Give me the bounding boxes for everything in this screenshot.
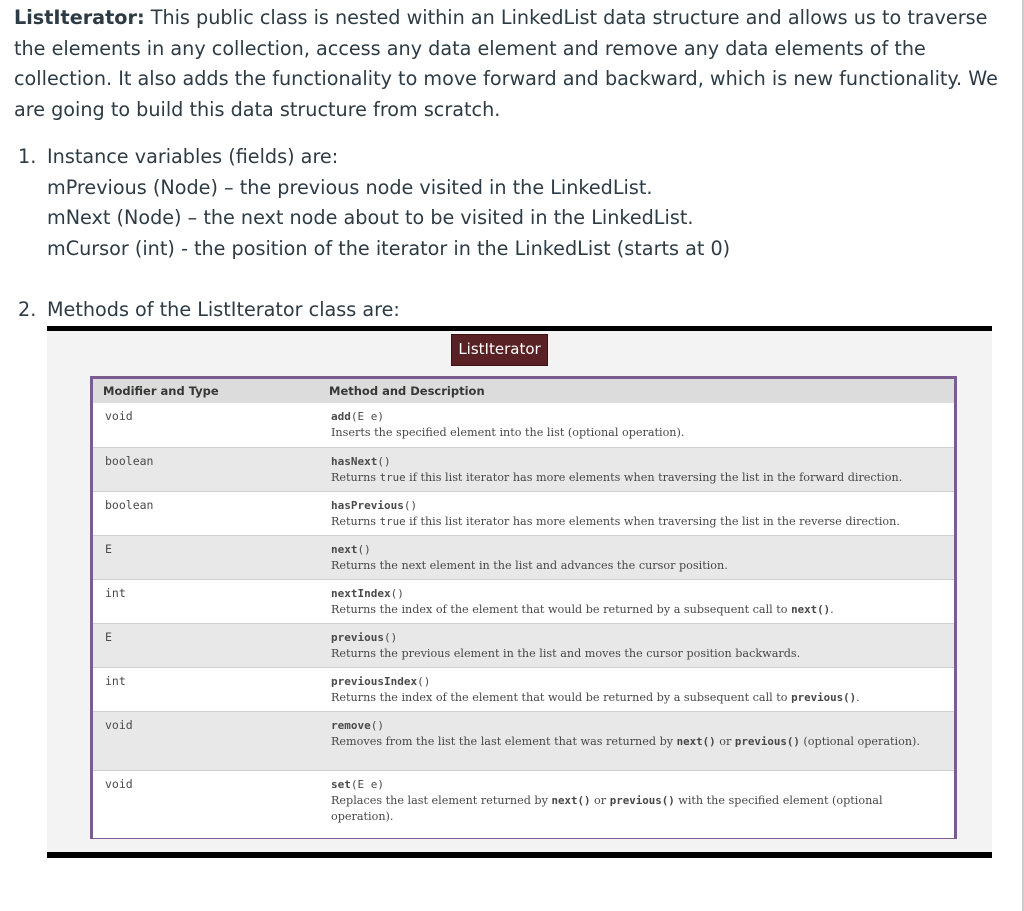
- method-name: set: [331, 777, 351, 791]
- description-text: .: [856, 690, 860, 704]
- method-name: remove: [331, 718, 371, 732]
- method-description-cell: [315, 667, 954, 711]
- table-row: [93, 403, 954, 447]
- description-text: (optional operation).: [799, 734, 920, 748]
- method-description: [331, 558, 934, 574]
- modifier-type-cell: E: [93, 535, 315, 579]
- figure-top-rule: [47, 326, 992, 331]
- list-heading: Instance variables (fields) are:: [47, 145, 339, 168]
- column-header-modifier: Modifier and Type: [93, 379, 315, 403]
- column-header-method: Method and Description: [315, 379, 954, 403]
- description-text: with the specified element (optional operation).: [331, 793, 883, 823]
- method-params: (): [370, 718, 384, 732]
- description-text: or: [715, 734, 735, 748]
- modifier-type-cell: boolean: [93, 491, 315, 535]
- method-name: hasNext: [331, 454, 378, 468]
- list-number: 1.: [18, 145, 37, 168]
- description-text: Returns the index of the element that would be returned by a subsequent call to: [331, 690, 792, 704]
- method-params: (): [377, 454, 391, 468]
- method-link: previous(): [791, 690, 857, 704]
- table-row: [93, 447, 954, 491]
- list-heading: Methods of the ListIterator class are:: [47, 298, 400, 321]
- method-params: (): [383, 630, 398, 644]
- class-name-label: ListIterator: [451, 334, 548, 366]
- table-row: [93, 535, 954, 579]
- method-params: (E e): [350, 777, 384, 791]
- method-signature: [331, 409, 934, 425]
- method-params: (): [417, 674, 431, 688]
- modifier-type-cell: int: [93, 667, 315, 711]
- method-signature: [331, 674, 934, 690]
- field-mcursor: mCursor (int) - the position of the iterator in the LinkedList (starts at 0): [47, 237, 731, 261]
- intro-term: ListIterator:: [14, 6, 145, 29]
- method-description: [331, 514, 934, 530]
- method-description: [331, 793, 934, 825]
- method-name: previous: [331, 630, 384, 644]
- description-text: Returns the previous element in the list and moves the cursor position backwards.: [331, 646, 801, 660]
- method-description: [331, 734, 934, 750]
- method-description-cell: [315, 535, 954, 579]
- method-description-cell: [315, 711, 954, 770]
- modifier-type-cell: void: [93, 770, 315, 838]
- modifier-type-cell: void: [93, 711, 315, 770]
- method-description: [331, 690, 934, 706]
- method-params: (): [403, 498, 418, 512]
- list-number: 2.: [18, 298, 37, 321]
- method-signature: [331, 586, 934, 602]
- field-mnext: mNext (Node) – the next node about to be visited in the LinkedList.: [47, 206, 694, 230]
- method-signature: [331, 454, 934, 470]
- modifier-type-cell: boolean: [93, 447, 315, 491]
- modifier-type-cell: int: [93, 579, 315, 623]
- table-row: [93, 667, 954, 711]
- modifier-type-cell: E: [93, 623, 315, 667]
- method-description: [331, 425, 934, 441]
- method-link: next(): [791, 602, 831, 616]
- method-params: (): [390, 586, 404, 600]
- table-row: [93, 711, 954, 770]
- description-text: if this list iterator has more elements when traversing the list in the reverse direction.: [405, 514, 900, 528]
- method-name: add: [331, 410, 351, 423]
- method-link: previous(): [609, 793, 675, 807]
- intro-text: This public class is nested within an LinkedList data structure and allows us to traverse the elements in any collection, access any data element and remove any data elements of the collection. It also adds the functionality to move forward and backward, which is new functionality. We are going to build this data structure from scratch.: [14, 6, 998, 122]
- field-mprevious: mPrevious (Node) – the previous node visited in the LinkedList.: [47, 175, 653, 199]
- code-literal: true: [379, 514, 406, 528]
- code-literal: true: [379, 470, 406, 484]
- method-summary-table: [90, 376, 957, 839]
- method-description-cell: [315, 403, 954, 447]
- method-name: next: [331, 542, 358, 556]
- method-description: [331, 646, 934, 662]
- method-name: nextIndex: [331, 586, 391, 600]
- table-row: [93, 770, 954, 838]
- method-description: [331, 602, 934, 618]
- table-row: [93, 579, 954, 623]
- description-text: if this list iterator has more elements when traversing the list in the forward direction.: [405, 470, 903, 484]
- description-text: Inserts the specified element into the list (optional operation).: [331, 426, 685, 439]
- method-description-cell: [315, 447, 954, 491]
- description-text: Returns: [331, 514, 380, 528]
- method-description-cell: [315, 770, 954, 838]
- intro-paragraph: [14, 3, 1004, 126]
- description-text: Replaces the last element returned by: [331, 793, 552, 807]
- method-description-cell: [315, 491, 954, 535]
- method-signature: [331, 718, 934, 734]
- description-text: .: [830, 602, 834, 616]
- method-link: previous(): [734, 734, 800, 748]
- method-params: (E e): [350, 410, 384, 423]
- method-signature: [331, 630, 934, 646]
- description-text: Returns: [331, 470, 380, 484]
- method-link: next(): [551, 793, 591, 807]
- method-description: [331, 470, 934, 486]
- figure-bottom-rule: [47, 852, 992, 858]
- method-link: next(): [676, 734, 716, 748]
- table-row: [93, 623, 954, 667]
- description-text: Returns the index of the element that would be returned by a subsequent call to: [331, 602, 792, 616]
- table-header-row: [93, 379, 954, 403]
- description-text: or: [590, 793, 610, 807]
- method-signature: [331, 542, 934, 558]
- method-name: previousIndex: [331, 674, 418, 688]
- method-description-cell: [315, 623, 954, 667]
- method-signature: [331, 498, 934, 514]
- method-params: (): [357, 542, 371, 556]
- modifier-type-cell: void: [93, 403, 315, 447]
- method-description-cell: [315, 579, 954, 623]
- description-text: Removes from the list the last element that was returned by: [331, 734, 677, 748]
- method-name: hasPrevious: [331, 498, 404, 512]
- table-row: [93, 491, 954, 535]
- description-text: Returns the next element in the list and advances the cursor position.: [331, 558, 728, 572]
- method-signature: [331, 777, 934, 793]
- list-item-methods: [18, 295, 400, 326]
